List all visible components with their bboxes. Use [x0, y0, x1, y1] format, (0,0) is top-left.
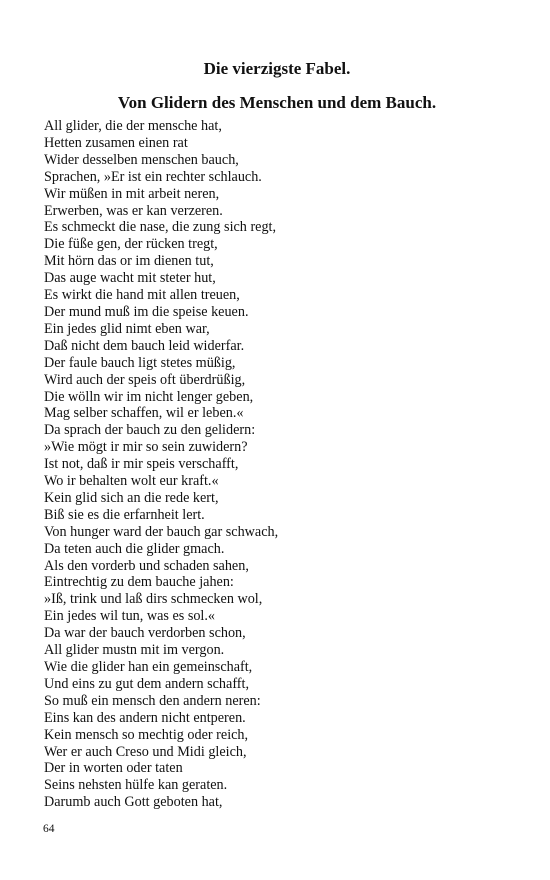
verse-line: »Wie mögt ir mir so sein zuwidern?	[44, 439, 248, 456]
verse-line: Erwerben, was er kan verzeren.	[44, 202, 223, 219]
verse-line: Die wölln wir im nicht lenger geben,	[44, 388, 254, 405]
verse-line: Hetten zusamen einen rat	[44, 134, 188, 151]
verse-line: Kein mensch so mechtig oder reich,	[44, 726, 249, 743]
verse-line: Wird auch der speis oft überdrüßig,	[44, 371, 246, 388]
verse-body	[44, 118, 278, 811]
verse-line: Eintrechtig zu dem bauche jahen:	[44, 574, 234, 591]
verse-line: Da war der bauch verdorben schon,	[44, 625, 246, 642]
verse-line: Kein glid sich an die rede kert,	[44, 489, 219, 506]
verse-line: Von hunger ward der bauch gar schwach,	[44, 523, 279, 540]
verse-line: Das auge wacht mit steter hut,	[44, 270, 216, 287]
verse-line: Es schmeckt die nase, die zung sich regt,	[44, 219, 277, 236]
verse-line: Da sprach der bauch zu den gelidern:	[44, 422, 256, 439]
verse-line: Sprachen, »Er ist ein rechter schlauch.	[44, 168, 262, 185]
page-number: 64	[43, 823, 55, 835]
verse-line: Der mund muß im die speise keuen.	[44, 303, 249, 320]
verse-line: Die füße gen, der rücken tregt,	[44, 236, 218, 253]
verse-line: Als den vorderb und schaden sahen,	[44, 557, 249, 574]
verse-line: Der faule bauch ligt stetes müßig,	[44, 354, 236, 371]
verse-line: Wider desselben menschen bauch,	[44, 151, 239, 168]
verse-line: Wo ir behalten wolt eur kraft.«	[44, 473, 219, 490]
fable-title: Die vierzigste Fabel.	[203, 59, 351, 78]
verse-line: Biß sie es die erfarnheit lert.	[44, 506, 205, 523]
verse-line: Mit hörn das or im dienen tut,	[44, 253, 214, 270]
verse-line: All glider, die der mensche hat,	[44, 118, 222, 134]
verse-line: Daß nicht dem bauch leid widerfar.	[44, 337, 245, 354]
verse-line: Ein jedes wil tun, was es sol.«	[44, 608, 216, 625]
fable-subtitle: Von Glidern des Menschen und dem Bauch.	[117, 93, 437, 112]
verse-line: Ein jedes glid nimt eben war,	[44, 320, 210, 337]
verse-line: Mag selber schaffen, wil er leben.«	[44, 405, 244, 422]
verse-line: So muß ein mensch den andern neren:	[44, 692, 261, 709]
verse-line: Seins nehsten hülfe kan geraten.	[44, 777, 228, 794]
verse-line: Da teten auch die glider gmach.	[44, 540, 225, 557]
verse-line: Eins kan des andern nicht entperen.	[44, 709, 246, 726]
verse-line: Wer er auch Creso und Midi gleich,	[44, 743, 247, 760]
verse-line: Ist not, daß ir mir speis verschafft,	[44, 456, 239, 473]
verse-line: Es wirkt die hand mit allen treuen,	[44, 287, 240, 304]
verse-line: Und eins zu gut dem andern schafft,	[44, 675, 250, 692]
verse-line: Darumb auch Gott geboten hat,	[44, 794, 223, 811]
verse-line: Der in worten oder taten	[44, 760, 183, 777]
verse-line: Wir müßen in mit arbeit neren,	[44, 185, 220, 202]
verse-line: All glider mustn mit im vergon.	[44, 642, 225, 659]
verse-line: Wie die glider han ein gemeinschaft,	[44, 659, 253, 675]
verse-line: »Iß, trink und laß dirs schmecken wol,	[44, 591, 263, 608]
